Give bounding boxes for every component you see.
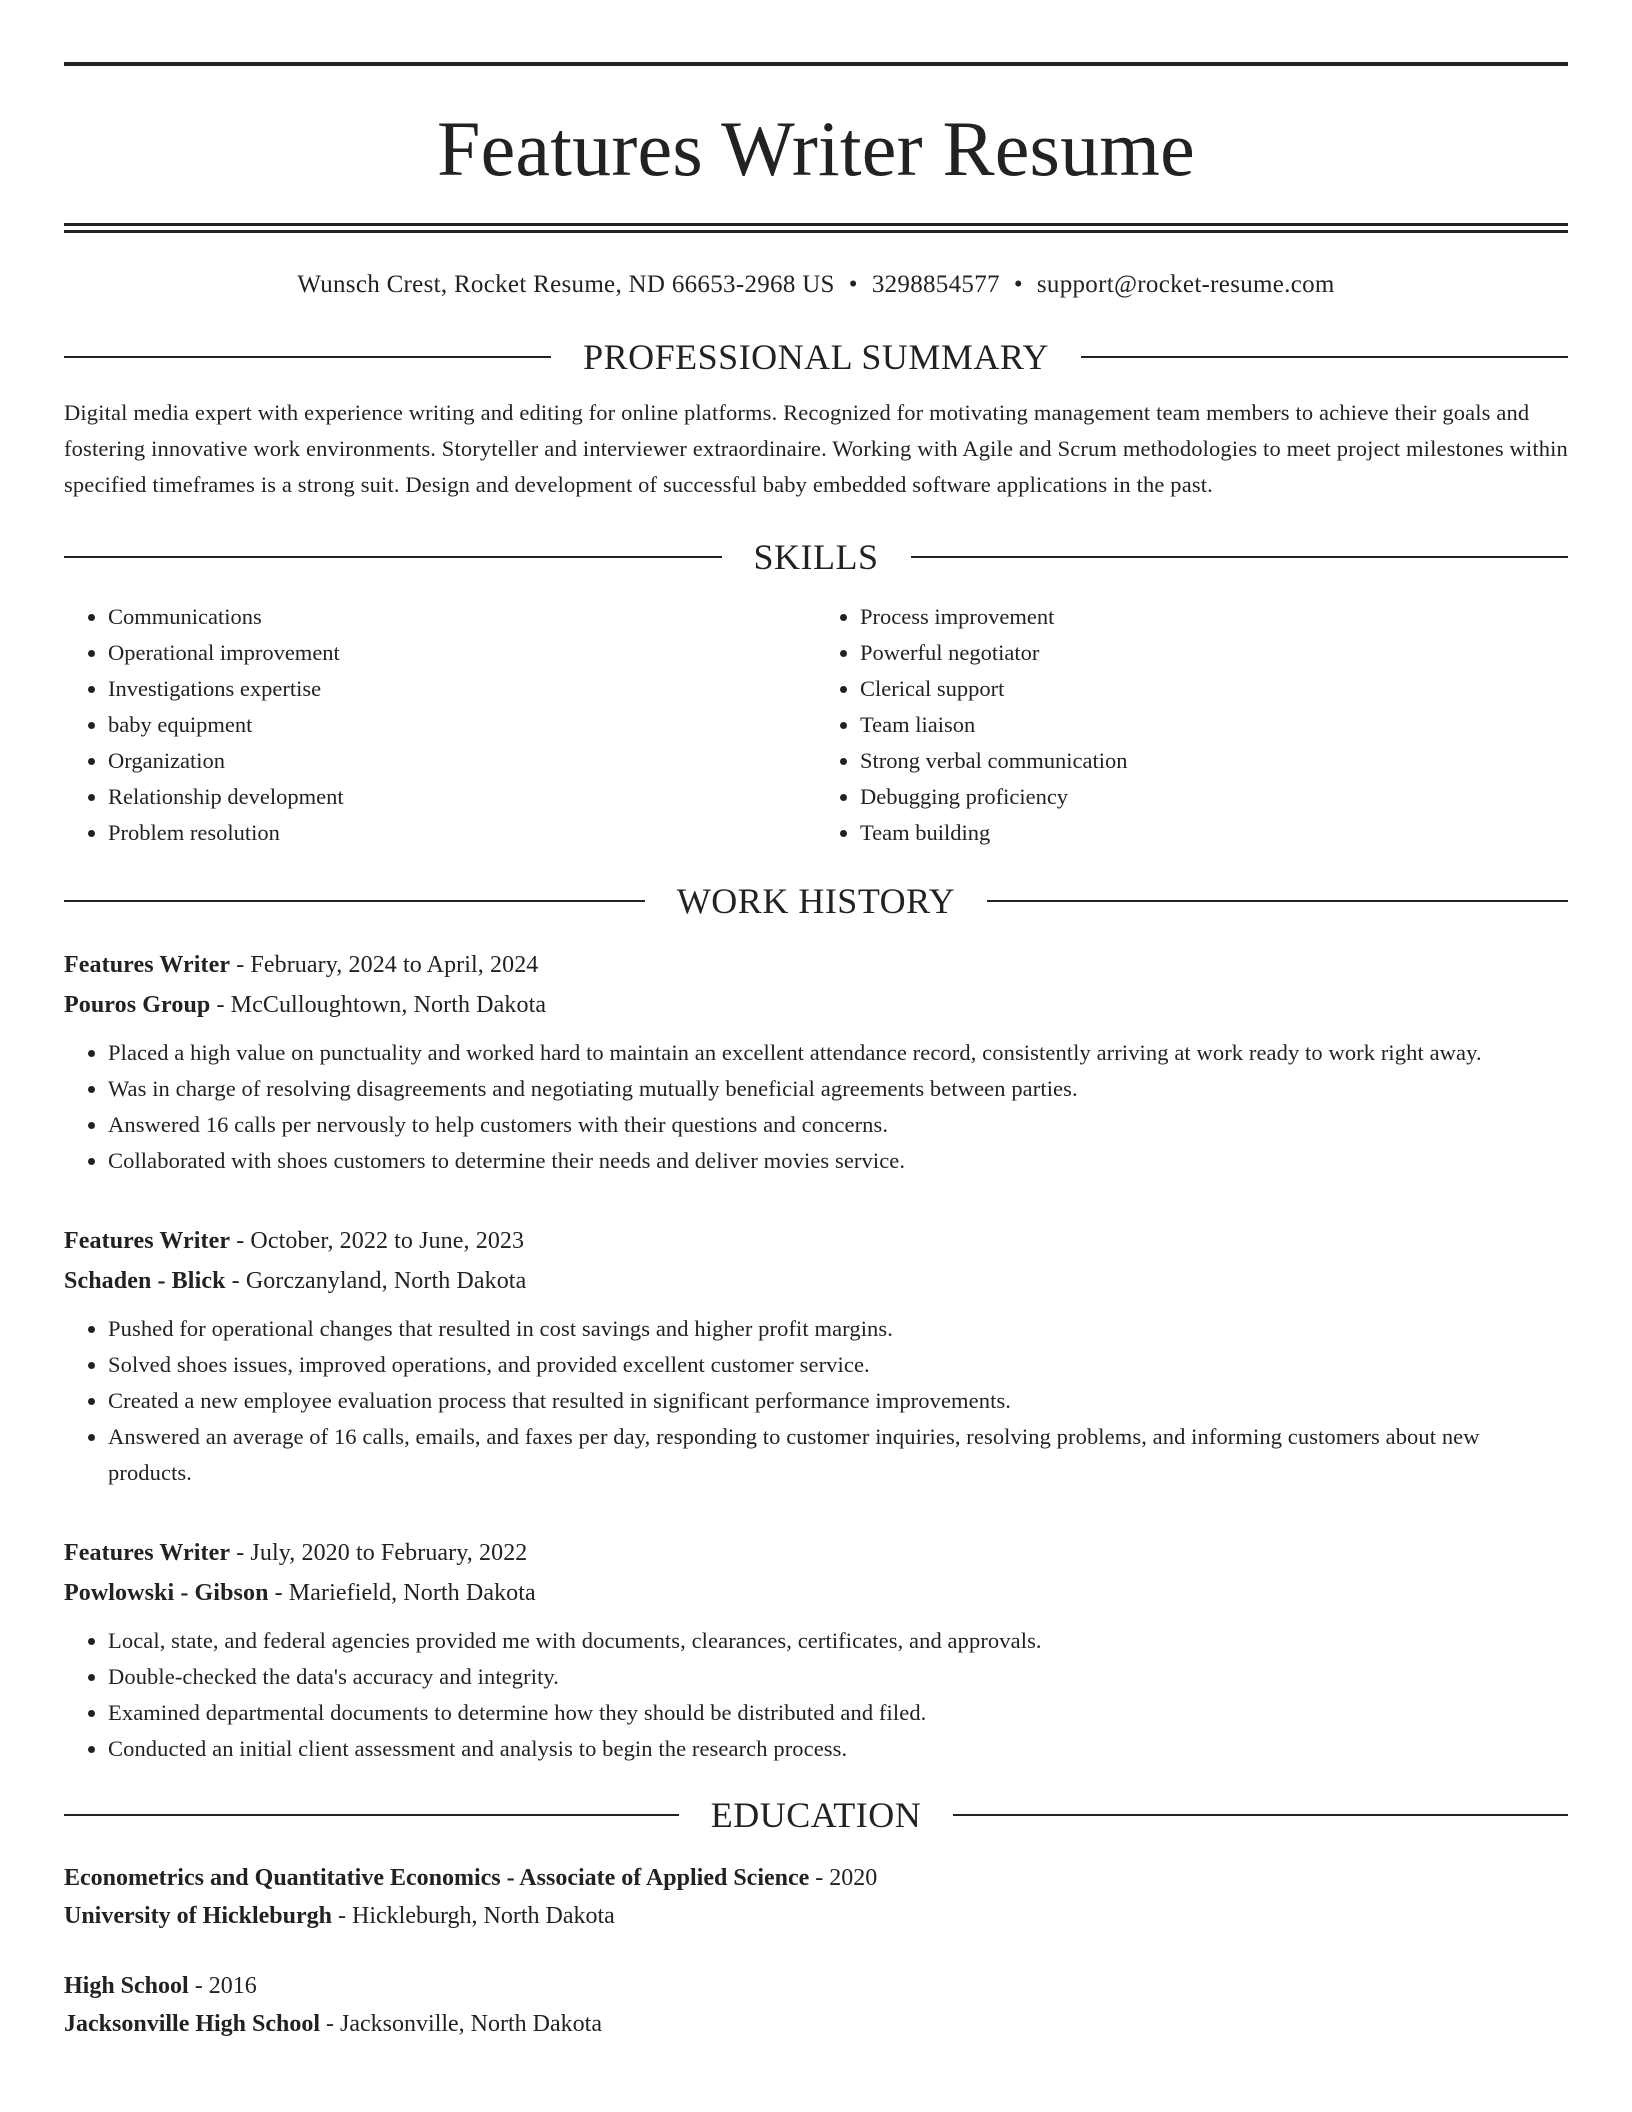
job-bullet: • Created a new employee evaluation process that resulted in significant performance improvements. bbox=[108, 1383, 1568, 1419]
job-location: - McCulloughtown, North Dakota bbox=[210, 992, 547, 1018]
job-title-line bbox=[64, 1533, 1568, 1573]
edu-location: - Hickleburgh, North Dakota bbox=[332, 1903, 615, 1929]
edu-school: Jacksonville High School bbox=[64, 2011, 321, 2037]
skill-item: • Process improvement bbox=[860, 599, 1568, 635]
job-company: Schaden - Blick bbox=[64, 1268, 226, 1294]
skill-item: • Clerical support bbox=[860, 671, 1568, 707]
education-entry bbox=[64, 1859, 1568, 1935]
contact-separator: • bbox=[848, 271, 858, 298]
skill-item: • Communications bbox=[108, 599, 816, 635]
job-dates: - February, 2024 to April, 2024 bbox=[230, 952, 539, 978]
job-company: Powlowski - Gibson bbox=[64, 1580, 269, 1606]
job-company-line bbox=[64, 985, 1568, 1025]
job-bullet: • Answered 16 calls per nervously to help customers with their questions and concerns. bbox=[108, 1107, 1568, 1143]
job-location: - Mariefield, North Dakota bbox=[268, 1580, 536, 1606]
job-bullet: • Pushed for operational changes that resulted in cost savings and higher profit margins. bbox=[108, 1311, 1568, 1347]
work-heading-label: WORK HISTORY bbox=[676, 881, 956, 921]
heading-rule-left bbox=[64, 556, 722, 558]
job-bullets bbox=[64, 1311, 1568, 1491]
job-title: Features Writer bbox=[64, 952, 231, 978]
job-title: Features Writer bbox=[64, 1228, 231, 1254]
education-section-heading bbox=[64, 1793, 1568, 1837]
job-bullet: • Local, state, and federal agencies provided me with documents, clearances, certificates, and approvals. bbox=[108, 1623, 1568, 1659]
summary-section-heading bbox=[64, 335, 1568, 379]
edu-year: - 2016 bbox=[188, 1973, 257, 1999]
job-company-line bbox=[64, 1573, 1568, 1613]
professional-summary-text: Digital media expert with experience writing and editing for online platforms. Recognized for motivating management team members to achieve their goals and fostering innovative work environments. Storyteller and interviewer extraordinaire. Working with Agile and Scrum methodologies to meet project milestones within specified timeframes is a strong suit. Design and development of successful baby embedded software applications in the past. bbox=[64, 400, 1568, 497]
skill-item: • Operational improvement bbox=[108, 635, 816, 671]
contact-email: support@rocket-resume.com bbox=[1036, 271, 1335, 298]
skills-column-right bbox=[816, 599, 1568, 851]
education-entry bbox=[64, 1967, 1568, 2043]
top-rule bbox=[64, 62, 1568, 66]
job-company: Pouros Group bbox=[64, 992, 211, 1018]
skill-item: • Relationship development bbox=[108, 779, 816, 815]
job-bullet: • Double-checked the data's accuracy and integrity. bbox=[108, 1659, 1568, 1695]
job-title-line bbox=[64, 945, 1568, 985]
work-section-heading bbox=[64, 879, 1568, 923]
heading-rule-right bbox=[1081, 356, 1568, 358]
job-bullet: • Answered an average of 16 calls, emails, and faxes per day, responding to customer inquiries, resolving problems, and informing customers about new products. bbox=[108, 1419, 1568, 1491]
education-heading-label: EDUCATION bbox=[710, 1795, 922, 1835]
edu-school-line bbox=[64, 2005, 1568, 2043]
job-bullet: • Was in charge of resolving disagreements and negotiating mutually beneficial agreements between parties. bbox=[108, 1071, 1568, 1107]
skills-heading-label: SKILLS bbox=[753, 537, 879, 577]
edu-location: - Jacksonville, North Dakota bbox=[320, 2011, 602, 2037]
edu-degree: Econometrics and Quantitative Economics - Associate of Applied Science bbox=[64, 1865, 810, 1891]
skills-section-heading bbox=[64, 535, 1568, 579]
resume-page bbox=[64, 0, 1568, 2043]
job-bullet: • Collaborated with shoes customers to determine their needs and deliver movies service. bbox=[108, 1143, 1568, 1179]
job-location: - Gorczanyland, North Dakota bbox=[225, 1268, 527, 1294]
job-company-line bbox=[64, 1261, 1568, 1301]
edu-school-line bbox=[64, 1897, 1568, 1935]
contact-address: Wunsch Crest, Rocket Resume, ND 66653-2968 US bbox=[297, 271, 835, 298]
edu-degree-line bbox=[64, 1967, 1568, 2005]
job-title-line bbox=[64, 1221, 1568, 1261]
work-entry bbox=[64, 1221, 1568, 1491]
skill-item: • Investigations expertise bbox=[108, 671, 816, 707]
contact-separator: • bbox=[1013, 271, 1023, 298]
edu-degree: High School bbox=[64, 1973, 189, 1999]
work-entry bbox=[64, 945, 1568, 1179]
work-entry bbox=[64, 1533, 1568, 1767]
skills-column-left bbox=[64, 599, 816, 851]
title-double-rule bbox=[64, 223, 1568, 233]
job-dates: - October, 2022 to June, 2023 bbox=[230, 1228, 525, 1254]
job-bullet: • Solved shoes issues, improved operations, and provided excellent customer service. bbox=[108, 1347, 1568, 1383]
skill-item: • Powerful negotiator bbox=[860, 635, 1568, 671]
skill-item: • Organization bbox=[108, 743, 816, 779]
job-bullets bbox=[64, 1623, 1568, 1767]
contact-line bbox=[64, 269, 1568, 301]
heading-rule-left bbox=[64, 356, 551, 358]
edu-school: University of Hickleburgh bbox=[64, 1903, 332, 1929]
skill-item: • Team liaison bbox=[860, 707, 1568, 743]
resume-title: Features Writer Resume bbox=[437, 105, 1195, 192]
edu-degree-line bbox=[64, 1859, 1568, 1897]
skill-item: • Strong verbal communication bbox=[860, 743, 1568, 779]
heading-rule-left bbox=[64, 900, 645, 902]
job-bullet: • Conducted an initial client assessment and analysis to begin the research process. bbox=[108, 1731, 1568, 1767]
skill-item: • Debugging proficiency bbox=[860, 779, 1568, 815]
heading-rule-left bbox=[64, 1814, 679, 1816]
job-dates: - July, 2020 to February, 2022 bbox=[230, 1540, 528, 1566]
job-bullets bbox=[64, 1035, 1568, 1179]
job-bullet: • Placed a high value on punctuality and worked hard to maintain an excellent attendance record, consistently arriving at work ready to work right away. bbox=[108, 1035, 1568, 1071]
skill-item: • Team building bbox=[860, 815, 1568, 851]
edu-year: - 2020 bbox=[809, 1865, 878, 1891]
heading-rule-right bbox=[911, 556, 1569, 558]
job-bullet: • Examined departmental documents to determine how they should be distributed and filed. bbox=[108, 1695, 1568, 1731]
job-title: Features Writer bbox=[64, 1540, 231, 1566]
skill-item: • Problem resolution bbox=[108, 815, 816, 851]
contact-phone: 3298854577 bbox=[871, 271, 1000, 298]
skills-list bbox=[64, 599, 1568, 851]
heading-rule-right bbox=[953, 1814, 1568, 1816]
skill-item: • baby equipment bbox=[108, 707, 816, 743]
heading-rule-right bbox=[987, 900, 1568, 902]
summary-heading-label: PROFESSIONAL SUMMARY bbox=[583, 337, 1049, 377]
